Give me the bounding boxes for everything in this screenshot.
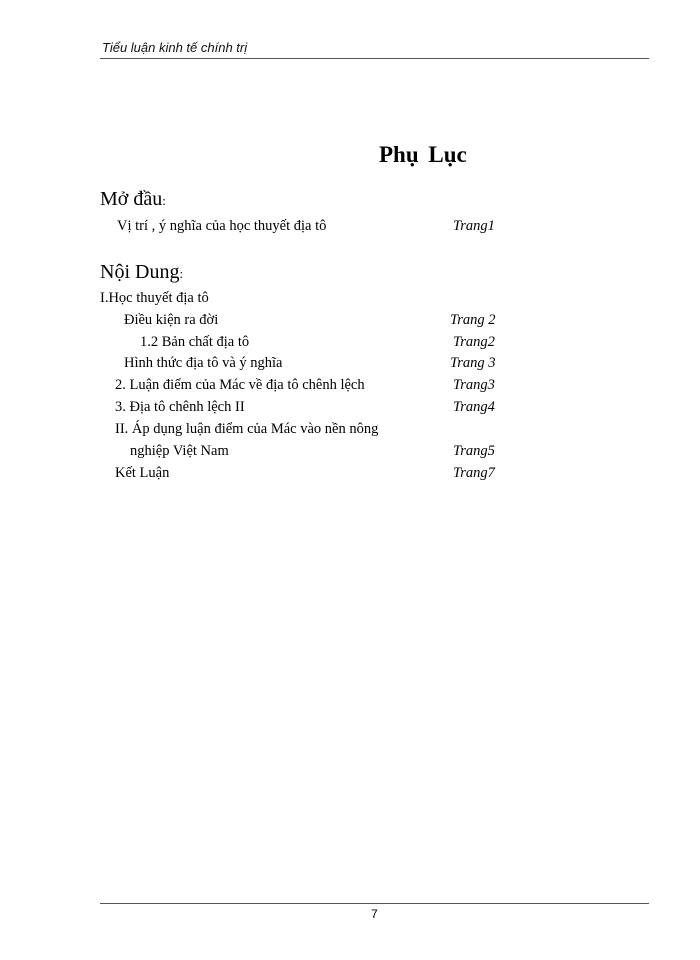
toc-entry-8: II. Áp dụng luận điểm của Mác vào nền nông bbox=[115, 421, 379, 437]
header-divider bbox=[100, 58, 649, 59]
section-heading-content-colon: : bbox=[179, 266, 184, 281]
running-header: Tiểu luận kinh tế chính trị bbox=[102, 40, 248, 55]
toc-entry-1: Vị trí , ý nghĩa của học thuyết địa tô bbox=[117, 218, 327, 234]
section-heading-intro-colon: : bbox=[162, 193, 166, 208]
toc-page-5: Trang 3 bbox=[450, 355, 496, 371]
toc-page-6: Trang3 bbox=[453, 377, 495, 393]
section-heading-intro bbox=[100, 188, 166, 211]
toc-entry-5: Hình thức địa tô và ý nghĩa bbox=[124, 355, 283, 371]
section-heading-content bbox=[100, 261, 183, 284]
page-title: Phụ Lục bbox=[379, 142, 467, 167]
toc-entry-2: I.Học thuyết địa tô bbox=[100, 290, 209, 306]
toc-page-1: Trang1 bbox=[453, 218, 495, 234]
toc-entry-7: 3. Địa tô chênh lệch II bbox=[115, 399, 245, 415]
toc-page-7: Trang4 bbox=[453, 399, 495, 415]
footer-divider bbox=[100, 903, 649, 904]
section-heading-content-label: Nội Dung bbox=[100, 261, 180, 283]
toc-page-4: Trang2 bbox=[453, 334, 495, 350]
toc-page-3: Trang 2 bbox=[450, 312, 496, 328]
toc-entry-10: Kết Luận bbox=[115, 465, 170, 481]
toc-entry-9: nghiệp Việt Nam bbox=[130, 443, 229, 459]
toc-page-10: Trang7 bbox=[453, 465, 495, 481]
toc-entry-3: Điều kiện ra đời bbox=[124, 312, 219, 328]
toc-page-9: Trang5 bbox=[453, 443, 495, 459]
toc-entry-6: 2. Luận điểm của Mác về địa tô chênh lệch bbox=[115, 377, 365, 393]
toc-entry-4: 1.2 Bản chất địa tô bbox=[140, 334, 250, 350]
page-number: 7 bbox=[371, 907, 378, 921]
section-heading-intro-label: Mở đầu bbox=[100, 188, 163, 210]
